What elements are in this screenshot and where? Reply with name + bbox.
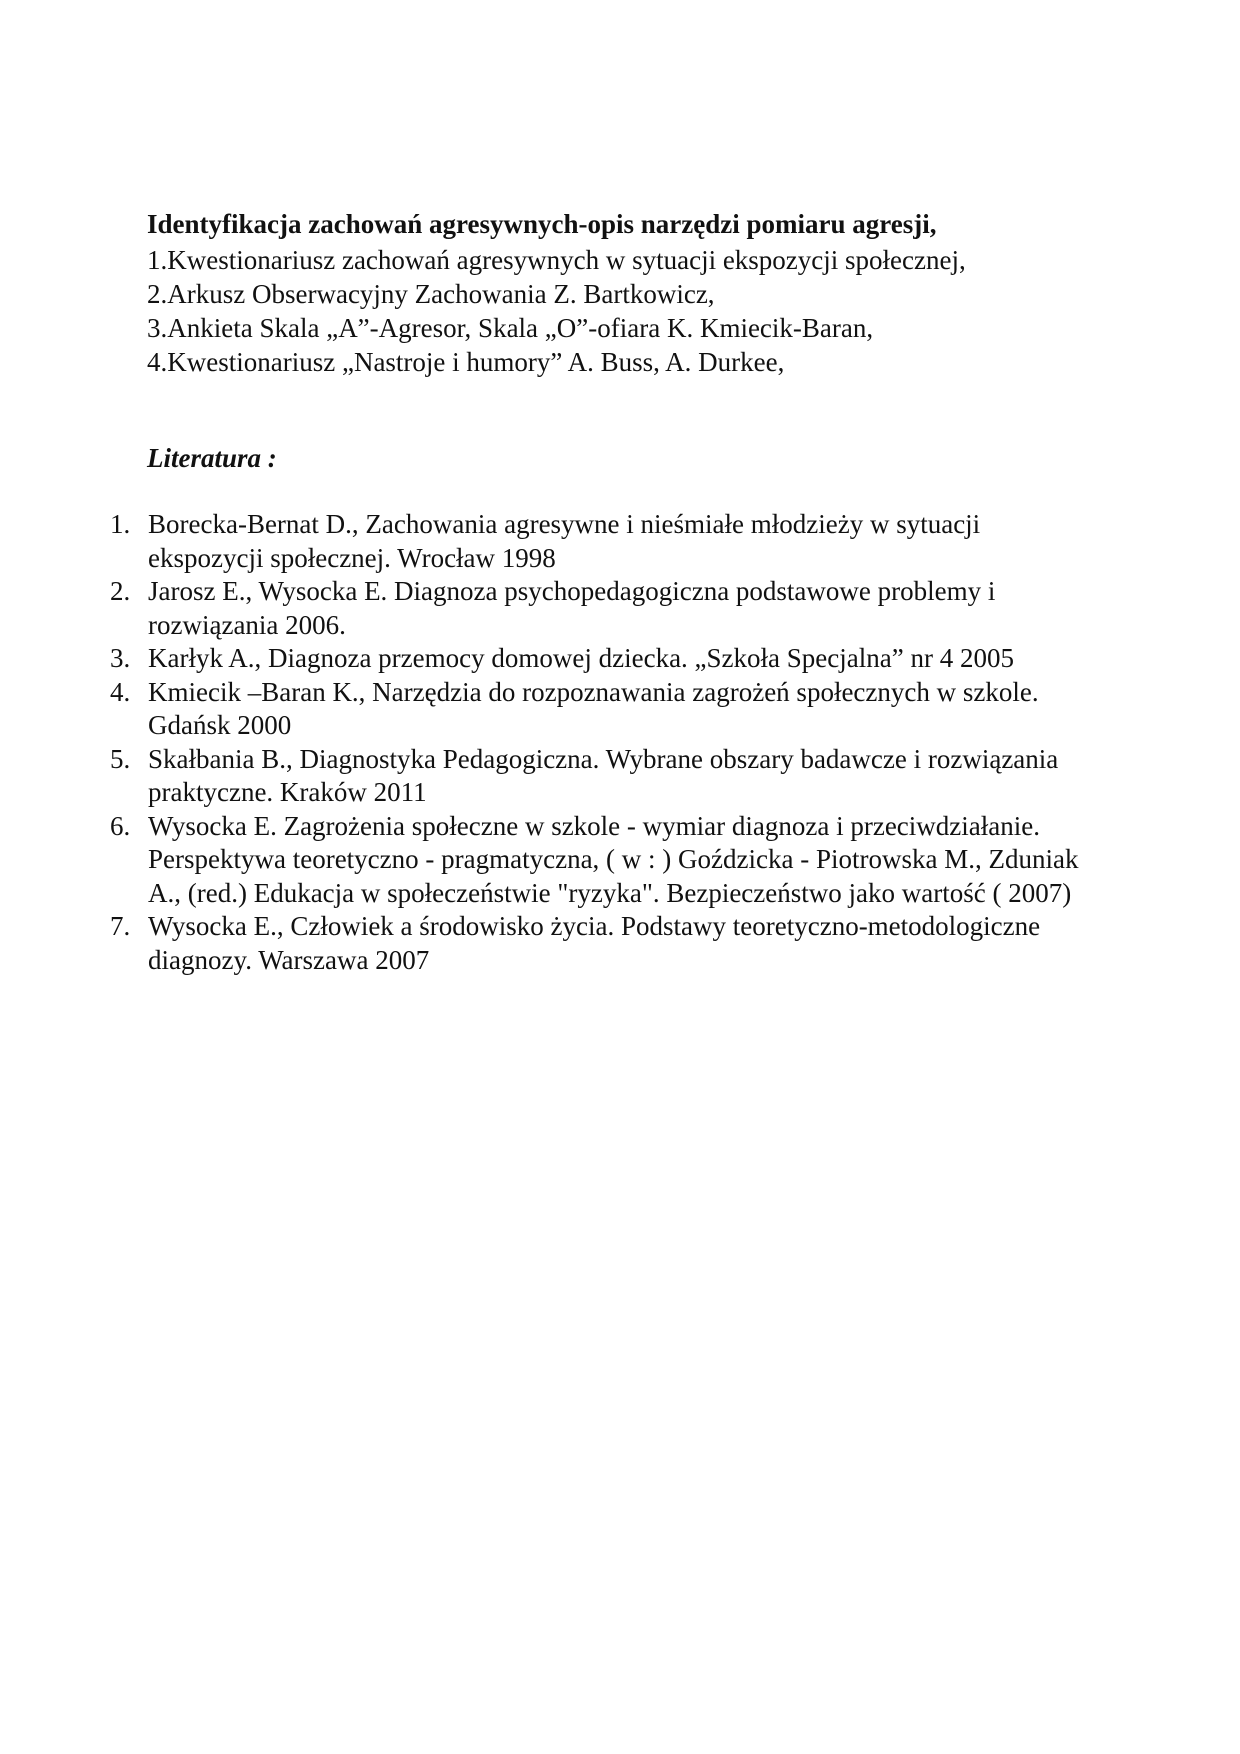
tool-item: 3.Ankieta Skala „A”-Agresor, Skala „O”-ofiara K. Kmiecik-Baran, — [147, 313, 874, 343]
section-title: Identyfikacja zachowań agresywnych-opis narzędzi pomiaru agresji, — [147, 209, 937, 239]
reference-item — [0, 910, 1240, 977]
references-list — [0, 508, 1240, 977]
reference-item — [0, 810, 1240, 911]
reference-item — [0, 743, 1240, 810]
reference-text: Kmiecik –Baran K., Narzędzia do rozpoznawania zagrożeń społecznych w szkole. Gdańsk 2000 — [148, 676, 1039, 740]
reference-text: Borecka-Bernat D., Zachowania agresywne i nieśmiałe młodzieży w sytuacji ekspozycji społecznej. Wrocław 1998 — [148, 509, 981, 573]
tools-list — [147, 243, 966, 379]
reference-number: 3. — [110, 643, 131, 673]
reference-number: 2. — [110, 576, 131, 606]
tool-item: 2.Arkusz Obserwacyjny Zachowania Z. Bartkowicz, — [147, 279, 715, 309]
reference-text: Wysocka E., Człowiek a środowisko życia. Podstawy teoretyczno-metodologiczne diagnozy. Warszawa 2007 — [148, 911, 1041, 975]
reference-number: 7. — [110, 911, 131, 941]
reference-text: Karłyk A., Diagnoza przemocy domowej dziecka. „Szkoła Specjalna” nr 4 2005 — [148, 643, 1014, 673]
reference-item — [0, 575, 1240, 642]
reference-text: Jarosz E., Wysocka E. Diagnoza psychopedagogiczna podstawowe problemy i rozwiązania 2006. — [148, 576, 996, 640]
reference-item — [0, 642, 1240, 676]
reference-text: Wysocka E. Zagrożenia społeczne w szkole - wymiar diagnoza i przeciwdziałanie. Perspektywa teoretyczno - pragmatyczna, ( w : ) Goździcka - Piotrowska M., Zduniak A., (red.) Edukacja w społeczeństwie "ryzyka". Bezpieczeństwo jako wartość ( 2007) — [148, 810, 1079, 908]
literature-heading: Literatura : — [147, 443, 277, 473]
reference-number: 1. — [110, 509, 131, 539]
reference-item — [0, 508, 1240, 575]
reference-item — [0, 676, 1240, 743]
tool-item: 4.Kwestionariusz „Nastroje i humory” A. Buss, A. Durkee, — [147, 347, 785, 377]
reference-number: 4. — [110, 676, 131, 707]
reference-text: Skałbania B., Diagnostyka Pedagogiczna. Wybrane obszary badawcze i rozwiązania praktyczne. Kraków 2011 — [148, 743, 1059, 807]
reference-number: 5. — [110, 743, 131, 774]
reference-number: 6. — [110, 810, 131, 841]
tool-item: 1.Kwestionariusz zachowań agresywnych w sytuacji ekspozycji społecznej, — [147, 245, 966, 275]
